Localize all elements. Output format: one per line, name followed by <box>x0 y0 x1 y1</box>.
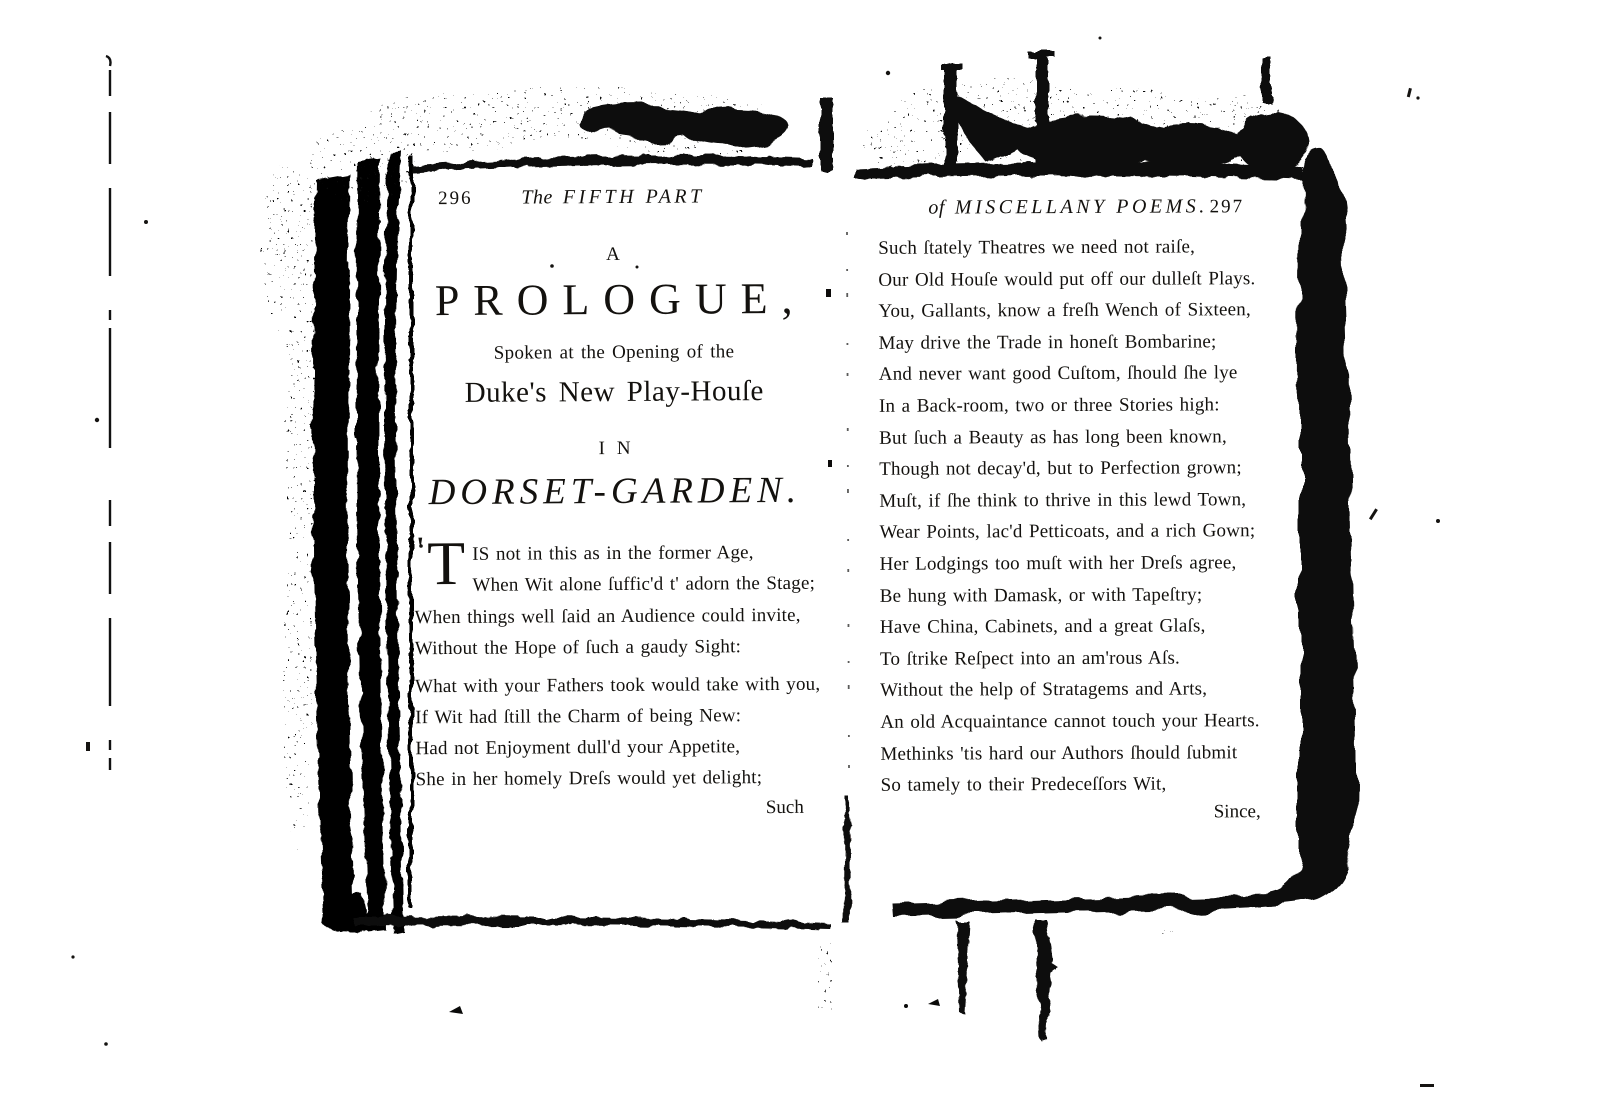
verse-line: If Wit had ſtill the Charm of being New: <box>415 705 742 729</box>
page-bottom-edges <box>352 917 830 929</box>
right-running-header <box>872 195 1264 220</box>
running-header-title: FIFTH PART <box>562 185 705 209</box>
prologue-title: PROLOGUE, <box>434 273 807 326</box>
left-page-number: 296 <box>438 187 473 210</box>
verse-line: You, Gallants, know a freſh Wench of Sixteen, <box>878 299 1251 323</box>
catchword: Since, <box>1213 801 1261 823</box>
verse-line: Though not decay'd, but to Perfection grown; <box>879 457 1242 480</box>
verse-line: Methinks 'tis hard our Authors ſhould ſubmit <box>880 741 1238 765</box>
right-page-number: 297 <box>1209 196 1245 218</box>
venue-in: IN <box>598 437 643 460</box>
verse-line: When things well ſaid an Audience could invite, <box>414 604 801 629</box>
verse-line: Such ſtately Theatres we need not raiſe, <box>878 236 1196 259</box>
occasion-line: Spoken at the Opening of the <box>493 341 735 364</box>
fore-edge-stripes <box>260 150 413 934</box>
verse-line: Be hung with Damask, or with Tapeſtry; <box>879 583 1203 607</box>
ink-drips <box>449 920 1182 1040</box>
top-right-ink-smudge <box>820 52 1308 180</box>
verse-line: Muſt, if ſhe think to thrive in this lewd Town, <box>879 488 1247 512</box>
verse-line: Her Lodgings too muſt with her Dreſs agree, <box>879 552 1237 575</box>
verse-line: What with your Fathers took would take with you, <box>414 673 821 697</box>
verse-line: IS not in this as in the former Age, <box>472 542 754 565</box>
running-header-word: of <box>928 196 945 219</box>
drop-cap-apostrophe: ' <box>416 531 425 565</box>
verse-line: Without the help of Stratagems and Arts, <box>880 678 1208 702</box>
verse-block <box>414 600 821 796</box>
venue-place: DORSET-GARDEN. <box>428 469 802 514</box>
verse-line: When Wit alone ſuffic'd t' adorn the Stage; <box>472 573 816 597</box>
verse-line: Without the Hope of ſuch a gaudy Sight: <box>414 636 742 660</box>
verse-line: So tamely to their Predeceſſors Wit, <box>880 773 1167 796</box>
left-running-header <box>412 185 814 210</box>
catchword: Such <box>765 796 804 819</box>
running-header-word: The <box>521 186 553 209</box>
verse-line: To ſtrike Reſpect into an am'rous Aſs. <box>879 647 1181 670</box>
drop-cap <box>416 529 472 599</box>
running-header-title: MISCELLANY POEMS. <box>954 195 1208 219</box>
verse-line: Wear Points, lac'd Petticoats, and a rich Gown; <box>879 520 1256 544</box>
half-title: A <box>605 243 621 266</box>
verse-line: Our Old Houſe would put off our dulleſt Plays. <box>878 267 1256 291</box>
verse-line: She in her homely Dreſs would yet delight; <box>415 767 763 791</box>
verse-line: Had not Enjoyment dull'd your Appetite, <box>415 736 741 760</box>
venue-line: Duke's New Play-Houſe <box>464 375 764 409</box>
gutter-marks <box>826 232 850 924</box>
verse-line: Have China, Cabinets, and a great Glaſs, <box>879 615 1206 638</box>
verse-opening <box>416 529 816 602</box>
verse-line: And never want good Cuſtom, ſhould ſhe lye <box>878 362 1238 386</box>
verse-line: An old Acquaintance cannot touch your Hearts. <box>880 710 1260 733</box>
verse-line: But ſuch a Beauty as has long been known, <box>879 425 1227 449</box>
drop-cap-letter: T <box>427 529 466 599</box>
verse-block <box>878 231 1266 801</box>
verse-line: May drive the Trade in honeſt Bombarine; <box>878 331 1217 354</box>
verse-line: In a Back-room, two or three Stories high: <box>878 394 1220 417</box>
left-scan-line <box>106 56 111 770</box>
